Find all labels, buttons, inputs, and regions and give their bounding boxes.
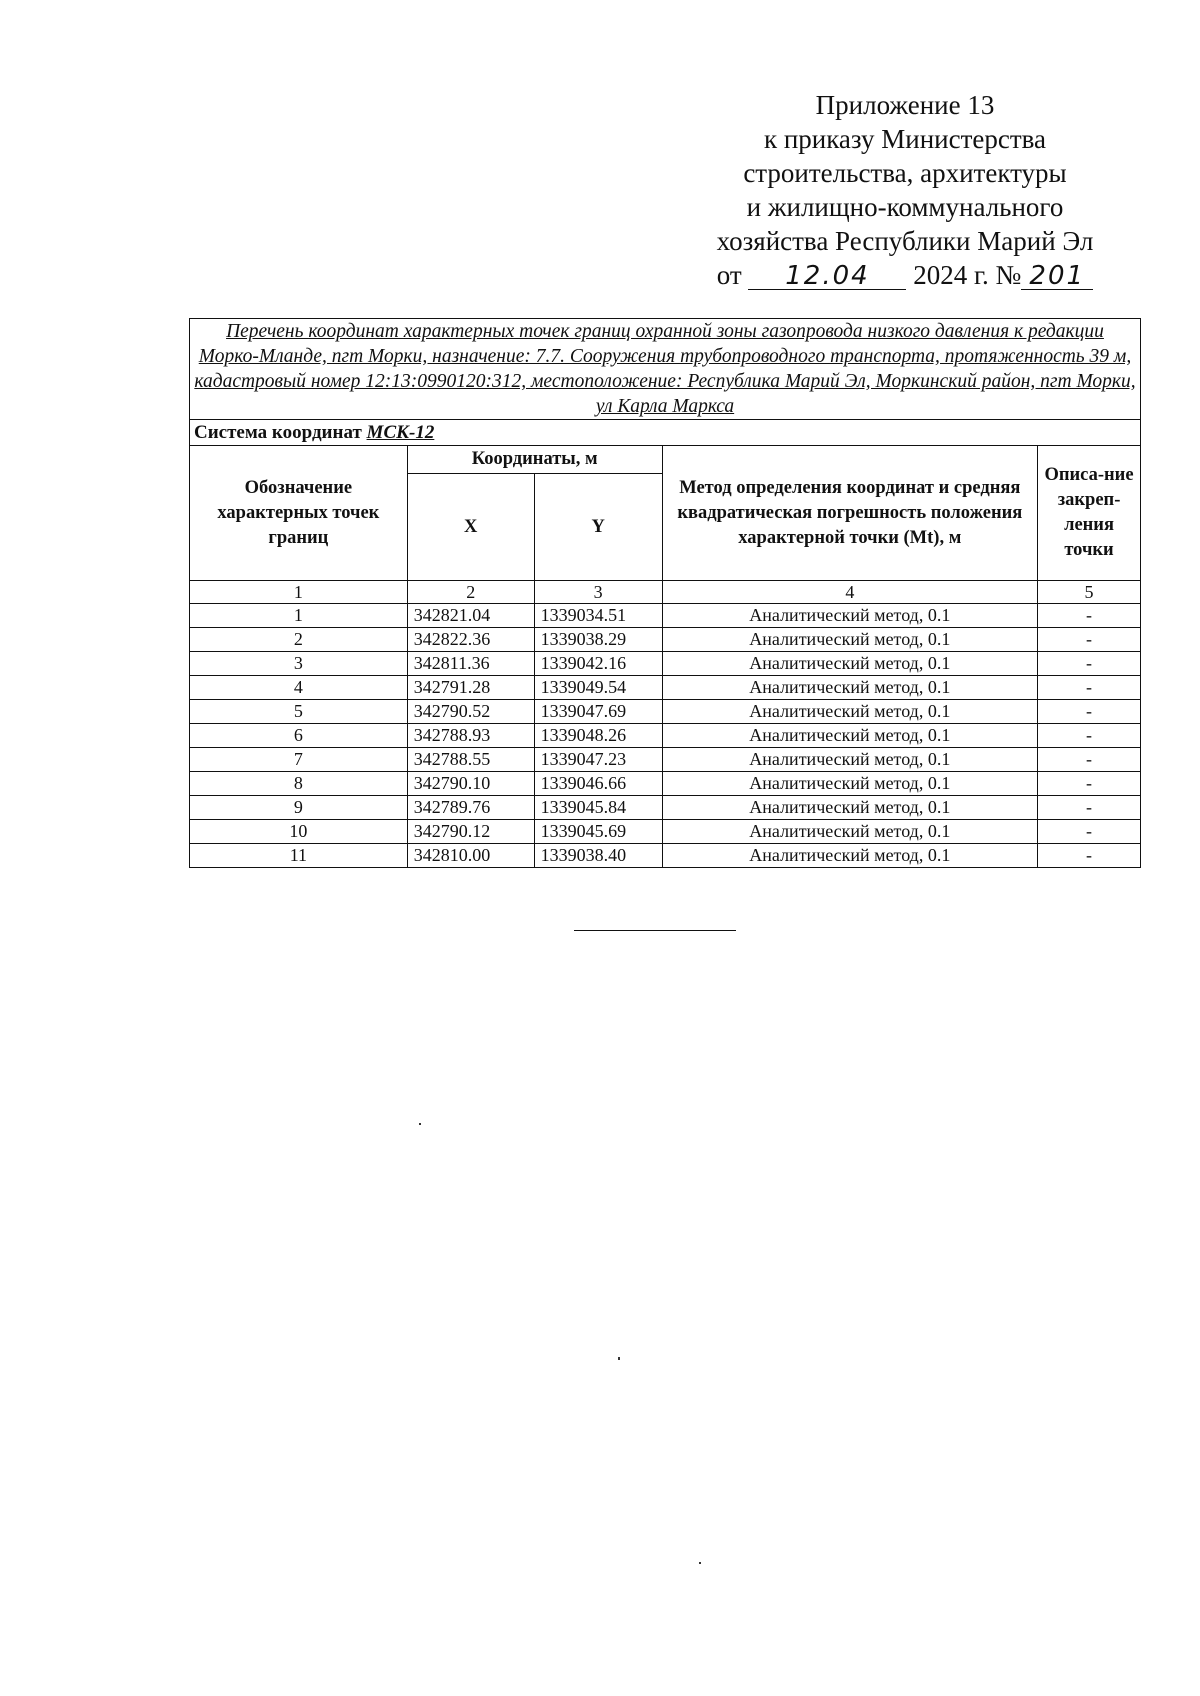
y-cell: 1339046.66 bbox=[534, 772, 662, 796]
y-cell: 1339045.69 bbox=[534, 820, 662, 844]
point-cell: 1 bbox=[190, 604, 408, 628]
point-cell: 6 bbox=[190, 724, 408, 748]
point-cell: 10 bbox=[190, 820, 408, 844]
point-cell: 8 bbox=[190, 772, 408, 796]
point-cell: 7 bbox=[190, 748, 408, 772]
point-cell: 2 bbox=[190, 628, 408, 652]
x-cell: 342789.76 bbox=[407, 796, 534, 820]
header-row-1 bbox=[190, 446, 1141, 474]
table-row bbox=[190, 700, 1141, 724]
table-row bbox=[190, 652, 1141, 676]
x-cell: 342810.00 bbox=[407, 844, 534, 868]
method-cell: Аналитический метод, 0.1 bbox=[662, 748, 1037, 772]
y-cell: 1339034.51 bbox=[534, 604, 662, 628]
appendix-line: к приказу Министерства bbox=[763, 124, 1047, 154]
appendix-line: и жилищно-коммунального bbox=[746, 192, 1064, 222]
table-row bbox=[190, 604, 1141, 628]
table-title-row bbox=[190, 319, 1141, 420]
method-cell: Аналитический метод, 0.1 bbox=[662, 700, 1037, 724]
y-cell: 1339045.84 bbox=[534, 796, 662, 820]
handwritten-number: 201 bbox=[1029, 261, 1086, 291]
closing-rule bbox=[574, 930, 736, 931]
x-cell: 342822.36 bbox=[407, 628, 534, 652]
table-title: Перечень координат характерных точек границ охранной зоны газопровода низкого давления к редакции Морко-Мланде, пгт Морки, назначение: 7.7. Сооружения трубопроводного транспорта, протяженность 39 м, кадастровый номер 12:13:0990120:312, местоположение: Республика Марий Эл, Моркинский район, пгт Морки, ул Карла Маркса bbox=[190, 319, 1141, 420]
table-row bbox=[190, 796, 1141, 820]
number-field bbox=[1021, 262, 1093, 290]
method-cell: Аналитический метод, 0.1 bbox=[662, 652, 1037, 676]
x-cell: 342821.04 bbox=[407, 604, 534, 628]
desc-cell: - bbox=[1038, 628, 1141, 652]
appendix-line: строительства, архитектуры bbox=[743, 158, 1067, 188]
y-cell: 1339049.54 bbox=[534, 676, 662, 700]
point-cell: 9 bbox=[190, 796, 408, 820]
table-row bbox=[190, 820, 1141, 844]
point-cell: 5 bbox=[190, 700, 408, 724]
appendix-header bbox=[690, 88, 1120, 292]
coordinate-system bbox=[190, 420, 1141, 446]
table-row bbox=[190, 724, 1141, 748]
desc-cell: - bbox=[1038, 796, 1141, 820]
handwritten-date: 12.04 bbox=[785, 261, 870, 291]
scan-speck bbox=[699, 1562, 701, 1564]
desc-cell: - bbox=[1038, 820, 1141, 844]
method-cell: Аналитический метод, 0.1 bbox=[662, 796, 1037, 820]
column-number-row bbox=[190, 581, 1141, 604]
table-row bbox=[190, 844, 1141, 868]
appendix-line: хозяйства Республики Марий Эл bbox=[716, 226, 1094, 256]
desc-cell: - bbox=[1038, 676, 1141, 700]
method-cell: Аналитический метод, 0.1 bbox=[662, 820, 1037, 844]
header-desc: Описа-ние закреп-ления точки bbox=[1038, 446, 1141, 581]
x-cell: 342790.10 bbox=[407, 772, 534, 796]
y-cell: 1339038.29 bbox=[534, 628, 662, 652]
desc-cell: - bbox=[1038, 700, 1141, 724]
desc-cell: - bbox=[1038, 724, 1141, 748]
y-cell: 1339047.23 bbox=[534, 748, 662, 772]
x-cell: 342790.52 bbox=[407, 700, 534, 724]
point-cell: 4 bbox=[190, 676, 408, 700]
date-field bbox=[748, 262, 906, 290]
appendix-title: Приложение 13 bbox=[815, 90, 995, 120]
header-point: Обозначение характерных точек границ bbox=[190, 446, 408, 581]
x-cell: 342790.12 bbox=[407, 820, 534, 844]
table-body bbox=[190, 604, 1141, 868]
x-cell: 342811.36 bbox=[407, 652, 534, 676]
desc-cell: - bbox=[1038, 748, 1141, 772]
coordinates-table bbox=[189, 318, 1141, 868]
method-cell: Аналитический метод, 0.1 bbox=[662, 628, 1037, 652]
desc-cell: - bbox=[1038, 772, 1141, 796]
table-row bbox=[190, 772, 1141, 796]
column-number: 4 bbox=[662, 581, 1037, 604]
y-cell: 1339042.16 bbox=[534, 652, 662, 676]
column-number: 1 bbox=[190, 581, 408, 604]
header-coords: Координаты, м bbox=[407, 446, 662, 474]
system-label: Система координат bbox=[194, 421, 362, 443]
x-cell: 342788.55 bbox=[407, 748, 534, 772]
table-row bbox=[190, 748, 1141, 772]
scan-speck bbox=[419, 1123, 421, 1125]
x-cell: 342791.28 bbox=[407, 676, 534, 700]
method-cell: Аналитический метод, 0.1 bbox=[662, 724, 1037, 748]
header-x: X bbox=[407, 474, 534, 581]
y-cell: 1339038.40 bbox=[534, 844, 662, 868]
method-cell: Аналитический метод, 0.1 bbox=[662, 604, 1037, 628]
method-cell: Аналитический метод, 0.1 bbox=[662, 844, 1037, 868]
point-cell: 3 bbox=[190, 652, 408, 676]
scan-speck bbox=[618, 1357, 620, 1360]
method-cell: Аналитический метод, 0.1 bbox=[662, 676, 1037, 700]
y-cell: 1339047.69 bbox=[534, 700, 662, 724]
table-row bbox=[190, 628, 1141, 652]
header-method: Метод определения координат и средняя квадратическая погрешность положения характерной точки (Mt), м bbox=[662, 446, 1037, 581]
method-cell: Аналитический метод, 0.1 bbox=[662, 772, 1037, 796]
desc-cell: - bbox=[1038, 844, 1141, 868]
column-number: 2 bbox=[407, 581, 534, 604]
system-name: МСК-12 bbox=[366, 421, 435, 443]
desc-cell: - bbox=[1038, 604, 1141, 628]
coordinate-system-row bbox=[190, 420, 1141, 446]
order-date-line bbox=[690, 258, 1120, 292]
header-y: Y bbox=[534, 474, 662, 581]
year-text: 2024 г. № bbox=[913, 260, 1022, 290]
point-cell: 11 bbox=[190, 844, 408, 868]
column-number: 5 bbox=[1038, 581, 1141, 604]
column-number: 3 bbox=[534, 581, 662, 604]
x-cell: 342788.93 bbox=[407, 724, 534, 748]
y-cell: 1339048.26 bbox=[534, 724, 662, 748]
table-row bbox=[190, 676, 1141, 700]
desc-cell: - bbox=[1038, 652, 1141, 676]
date-prefix: от bbox=[716, 260, 742, 290]
